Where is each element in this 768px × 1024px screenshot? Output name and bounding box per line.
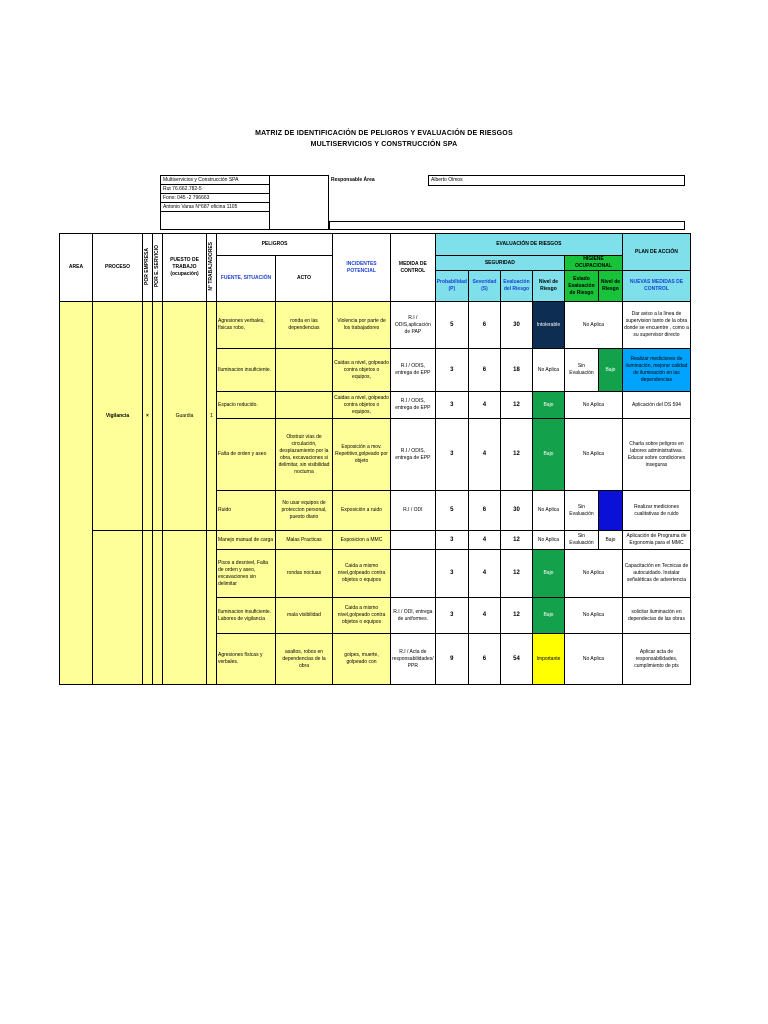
evaluacion-cell: 12	[500, 550, 532, 598]
estado-cell: Sin Evaluación	[564, 491, 598, 531]
header-eval-riesgo: Evaluación del Riesgo	[500, 271, 532, 302]
probabilidad-cell: 3	[435, 531, 468, 550]
probabilidad-cell: 5	[435, 491, 468, 531]
header-probabilidad: Probabilidad (P)	[435, 271, 468, 302]
nuevas-cell: Dar aviso a la línea de supervision tanto de la obra donde se encuentre , como a su supervisor directo	[622, 302, 690, 349]
header-trabajadores: N° TRABAJADORES	[208, 241, 214, 291]
responsable-label: Responsable Área	[331, 177, 375, 183]
estado-cell: No Aplica	[564, 392, 622, 419]
nuevas-cell: Aplicación del DS 594	[622, 392, 690, 419]
incidente-cell: Caida a mismo nivel,golpeado contra objetos o equipos	[333, 598, 391, 634]
fuente-cell: Falta de orden y aseo	[217, 419, 276, 491]
company-rut: Rut 76.662.782-5	[160, 184, 270, 194]
table-row	[60, 302, 691, 349]
puesto-cell: Guardia	[163, 302, 207, 531]
incidente-cell: Exposicion a MMC	[333, 531, 391, 550]
puesto-cell-2	[163, 531, 207, 685]
probabilidad-cell: 5	[435, 302, 468, 349]
acto-cell: ronda en las dependencias	[276, 302, 333, 349]
table-row	[60, 531, 691, 550]
medida-cell	[391, 531, 436, 550]
probabilidad-cell: 3	[435, 349, 468, 392]
medida-cell: R.I / ODI	[391, 491, 436, 531]
nivel-cell: Bajo	[532, 392, 564, 419]
header-por-servicio: POR E. SERVICIO	[154, 244, 160, 288]
fuente-cell: Iluminacion insuficiente. Labores de vigilancia	[217, 598, 276, 634]
estado-cell: Sin Evaluación	[564, 531, 598, 550]
evaluacion-cell: 30	[500, 302, 532, 349]
estado-cell: No Aplica	[564, 419, 622, 491]
company-name: Multiservicios y Construcción SPA	[160, 175, 270, 185]
medida-cell: R.I / ODIS, entrega de EPP	[391, 419, 436, 491]
trabajadores-cell: 1	[207, 302, 217, 531]
header-nuevas: NUEVAS MEDIDAS DE CONTROL	[622, 271, 690, 302]
nivel-cell: Intolerable	[532, 302, 564, 349]
estado-cell: No Aplica	[564, 634, 622, 685]
acto-cell: asaltos, robos en dependencias de la obra	[276, 634, 333, 685]
nivel-cell: Bajo	[532, 419, 564, 491]
fuente-cell: Pisos a desnivel, Falta de orden y aseo, excavaciones sin delimitar	[217, 550, 276, 598]
nuevas-cell: solicitar iluminación en dependecias de las obras	[622, 598, 690, 634]
estado-cell: No Aplica	[564, 598, 622, 634]
header-medida: MEDIDA DE CONTROL	[391, 234, 436, 302]
nivel-cell: Bajo	[532, 598, 564, 634]
incidente-cell: Caidas a nivel, golpeado contra objetos o equipos,	[333, 349, 391, 392]
acto-cell: rondas noctuas	[276, 550, 333, 598]
empresa-mark: ×	[143, 302, 153, 531]
header-acto: ACTO	[276, 256, 333, 302]
header-peligros: PELIGROS	[217, 234, 333, 256]
probabilidad-cell: 9	[435, 634, 468, 685]
severidad-cell: 6	[468, 349, 500, 392]
medida-cell: R.I / Acta de responsabilidades/ PPR	[391, 634, 436, 685]
header-nivel: Nivel de Riesgo	[532, 271, 564, 302]
severidad-cell: 6	[468, 491, 500, 531]
header-area: AREA	[60, 234, 93, 302]
nuevas-cell: Realizar mediciones de iluminación, mejorar calidad de iluminación en las dependencias	[622, 349, 690, 392]
company-empty-box	[160, 211, 270, 230]
header-proceso: PROCESO	[93, 234, 143, 302]
nivel-cell: No Aplica	[532, 491, 564, 531]
nivel-higiene-cell: Bajo	[598, 349, 622, 392]
empresa-cell-2	[143, 531, 153, 685]
estado-cell: No Aplica	[564, 302, 622, 349]
evaluacion-cell: 12	[500, 531, 532, 550]
medida-cell: R.I / ODIS, entrega de EPP	[391, 392, 436, 419]
header-higiene: HIGIENE OCUPACIONAL	[564, 256, 622, 271]
nuevas-cell: Aplicar acta de responsabilidades, cumplimiento de pts	[622, 634, 690, 685]
probabilidad-cell: 3	[435, 598, 468, 634]
header-fuente: FUENTE, SITUACIÓN	[217, 256, 276, 302]
proceso-cell-2	[93, 531, 143, 685]
fuente-cell: Manejo manual de carga	[217, 531, 276, 550]
nuevas-cell: Realizar mediciones cualitativas de ruido	[622, 491, 690, 531]
proceso-cell: Vigilancia	[93, 302, 143, 531]
fuente-cell: Espacio reducido.	[217, 392, 276, 419]
estado-cell: Sin Evaluación	[564, 349, 598, 392]
header-nivel-riesgo: Nivel de Riesgo	[598, 271, 622, 302]
fuente-cell: Iluminacion insuficiente.	[217, 349, 276, 392]
servicio-cell-2	[153, 531, 163, 685]
evaluacion-cell: 12	[500, 419, 532, 491]
company-phone: Fono: 045 -2 796663	[160, 193, 270, 203]
company-side-box	[269, 175, 329, 230]
nivel-higiene-cell: Bajo	[598, 531, 622, 550]
acto-cell: Obstruir vías de circulación, desplazamiento por la obra, excavaciones si delimitar, sin visibilidad nocturna	[276, 419, 333, 491]
company-address: Antonio Varas N°687 oficina 1105	[160, 202, 270, 212]
evaluacion-cell: 54	[500, 634, 532, 685]
acto-cell: No usar equipos de proteccion personal, puesto diario	[276, 491, 333, 531]
nuevas-cell: Aplicación de Programa de Ergonomia para el MMC	[622, 531, 690, 550]
nivel-cell: No Aplica	[532, 531, 564, 550]
nivel-higiene-cell	[598, 491, 622, 531]
incidente-cell: Exposición a ruido	[333, 491, 391, 531]
incidente-cell: Caida a mismo nivel,golpeado contra objetos o equipos	[333, 550, 391, 598]
trabajadores-cell-2	[207, 531, 217, 685]
fuente-cell: Agresiones físicas y verbales.	[217, 634, 276, 685]
header-plan: PLAN DE ACCIÓN	[622, 234, 690, 271]
probabilidad-cell: 3	[435, 392, 468, 419]
severidad-cell: 4	[468, 598, 500, 634]
severidad-cell: 4	[468, 419, 500, 491]
header-seguridad: SEGURIDAD	[435, 256, 564, 271]
header-puesto: PUESTO DE TRABAJO (ocupación)	[163, 234, 207, 302]
incidente-cell: Caidas a nivel, golpeado contra objetos o equipos,	[333, 392, 391, 419]
acto-cell	[276, 349, 333, 392]
acto-cell: mala visibilidad	[276, 598, 333, 634]
medida-cell: R.I / ODIS,aplicación de PAP	[391, 302, 436, 349]
severidad-cell: 6	[468, 302, 500, 349]
probabilidad-cell: 3	[435, 550, 468, 598]
estado-cell: No Aplica	[564, 550, 622, 598]
responsable-value: Alberto Olmos	[428, 175, 685, 186]
nivel-cell: Bajo	[532, 550, 564, 598]
header-severidad: Severidad (S)	[468, 271, 500, 302]
evaluacion-cell: 30	[500, 491, 532, 531]
header-estado: Estado Evaluación de Riesgo	[564, 271, 598, 302]
severidad-cell: 6	[468, 634, 500, 685]
document-title: MATRIZ DE IDENTIFICACIÓN DE PELIGROS Y EVALUACIÓN DE RIESGOS	[255, 130, 513, 137]
acto-cell	[276, 392, 333, 419]
evaluacion-cell: 12	[500, 598, 532, 634]
evaluacion-cell: 18	[500, 349, 532, 392]
risk-matrix-table	[59, 233, 691, 685]
severidad-cell: 4	[468, 392, 500, 419]
nuevas-cell: Capacitación en Tecnicas de autocuidado. Instalar señaléticas de advertencia	[622, 550, 690, 598]
medida-cell	[391, 550, 436, 598]
fuente-cell: Agresiones verbales, físicas robo,	[217, 302, 276, 349]
servicio-cell	[153, 302, 163, 531]
severidad-cell: 4	[468, 550, 500, 598]
header-por-empresa: POR EMPRESA	[144, 247, 150, 285]
nivel-cell: No Aplica	[532, 349, 564, 392]
nivel-cell: Importante	[532, 634, 564, 685]
header-spacer-box	[329, 221, 685, 230]
fuente-cell: Ruido	[217, 491, 276, 531]
probabilidad-cell: 3	[435, 419, 468, 491]
acto-cell: Malas Practicas	[276, 531, 333, 550]
nuevas-cell: Charla sobre peligros en labores administrativas. Educar sobre condiciones inseguras	[622, 419, 690, 491]
medida-cell: R.I / ODIS, entrega de EPP	[391, 349, 436, 392]
evaluacion-cell: 12	[500, 392, 532, 419]
area-cell	[60, 302, 93, 685]
document-subtitle: MULTISERVICIOS Y CONSTRUCCIÓN SPA	[310, 141, 458, 148]
incidente-cell: Exposición a mov. Repetitivo,golpeado por objeto	[333, 419, 391, 491]
header-evaluacion: EVALUACIÓN DE RIESGOS	[435, 234, 622, 256]
incidente-cell: golpes, muerte, golpeado con	[333, 634, 391, 685]
incidente-cell: Violencia por parte de los trabajadores	[333, 302, 391, 349]
severidad-cell: 4	[468, 531, 500, 550]
header-incidentes: INCIDENTES POTENCIAL	[333, 234, 391, 302]
medida-cell: R.I / ODI, entrega de uniformes.	[391, 598, 436, 634]
